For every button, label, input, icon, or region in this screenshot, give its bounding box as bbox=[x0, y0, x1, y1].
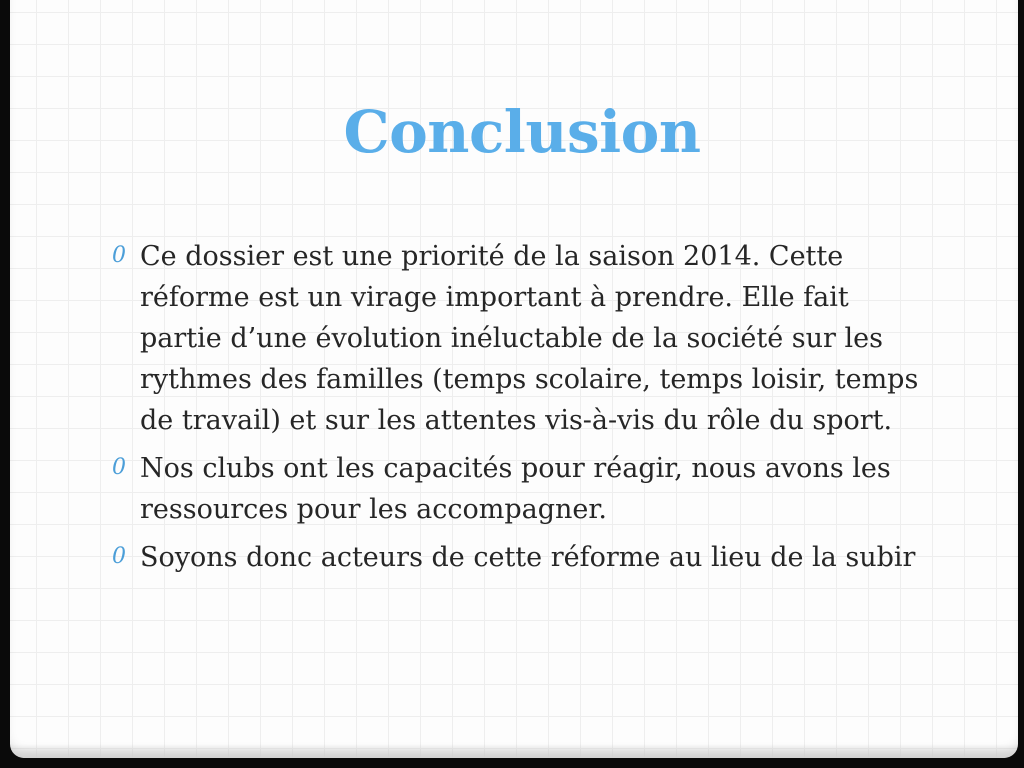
bullet-icon: 0 bbox=[112, 544, 126, 569]
bullet-icon: 0 bbox=[112, 455, 126, 480]
bullet-text: Soyons donc acteurs de cette réforme au lieu de la subir bbox=[140, 542, 916, 573]
slide-title: Conclusion bbox=[343, 98, 701, 166]
list-item bbox=[110, 537, 928, 578]
bullet-text: Nos clubs ont les capacités pour réagir, nous avons les ressources pour les accompagner. bbox=[140, 453, 891, 525]
list-item bbox=[110, 236, 928, 441]
bullet-list bbox=[110, 236, 928, 585]
bullet-icon: 0 bbox=[112, 243, 126, 268]
list-item bbox=[110, 448, 928, 530]
slide bbox=[10, 0, 1018, 758]
bullet-text: Ce dossier est une priorité de la saison 2014. Cette réforme est un virage important à prendre. Elle fait partie d’une évolution inéluctable de la société sur les rythmes des familles (temps scolaire, temps loisir, temps de travail) et sur les attentes vis-à-vis du rôle du sport. bbox=[140, 241, 919, 436]
